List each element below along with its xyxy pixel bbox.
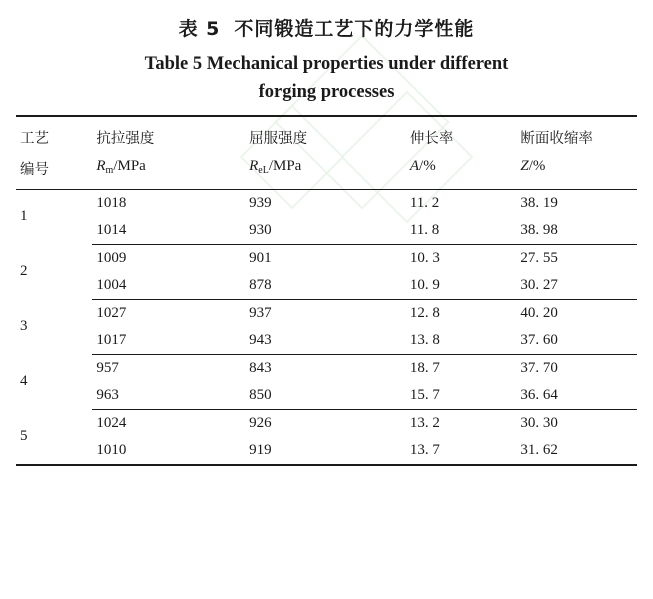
column-header-process-line2: 编号 — [20, 161, 49, 178]
table-caption-chinese — [16, 14, 637, 41]
cell-elongation: 11. 8 — [406, 217, 517, 245]
cell-tensile-strength: 1014 — [92, 217, 245, 245]
table-row — [16, 327, 637, 355]
cell-elongation: 18. 7 — [409, 359, 440, 376]
table-row — [16, 244, 637, 272]
cell-tensile-strength: 957 — [96, 359, 119, 376]
symbol-unit: /% — [528, 157, 546, 174]
table-row — [16, 299, 637, 327]
table-row — [16, 189, 637, 217]
cell-elongation: 15. 7 — [406, 382, 517, 410]
column-header-tensile-strength: 抗拉强度 — [96, 130, 155, 147]
symbol-main: R — [96, 157, 106, 174]
cell-elongation: 13. 8 — [406, 327, 517, 355]
cell-tensile-strength: 1010 — [96, 441, 127, 458]
cell-process-id: 4 — [20, 373, 28, 389]
cell-tensile-strength: 1018 — [96, 194, 127, 211]
cell-yield-strength: 878 — [245, 272, 406, 300]
cell-tensile-strength: 1027 — [96, 304, 127, 321]
cell-reduction-of-area: 30. 27 — [516, 272, 637, 300]
symbol-sub: m — [105, 164, 114, 176]
symbol-unit: /MPa — [113, 157, 146, 174]
symbol-unit: /MPa — [268, 157, 302, 174]
column-header-yield-strength: 屈服强度 — [249, 130, 308, 147]
cell-yield-strength: 843 — [249, 359, 272, 376]
cell-tensile-strength: 1024 — [96, 414, 127, 431]
cell-yield-strength: 901 — [249, 249, 272, 266]
cell-elongation: 13. 7 — [409, 441, 440, 458]
column-header-elongation: 伸长率 — [409, 130, 454, 147]
mechanical-properties-table — [16, 115, 637, 466]
cell-yield-strength: 939 — [249, 194, 272, 211]
cell-reduction-of-area: 37. 70 — [520, 359, 558, 376]
cell-reduction-of-area: 38. 98 — [516, 217, 637, 245]
cell-elongation: 11. 2 — [409, 194, 440, 211]
cell-reduction-of-area: 37. 60 — [516, 327, 637, 355]
table-body — [16, 189, 637, 465]
cell-process-id: 1 — [20, 208, 28, 225]
cell-yield-strength: 943 — [245, 327, 406, 355]
cell-process-id: 3 — [20, 318, 28, 334]
table-caption-english-line2: forging processes — [258, 81, 395, 102]
table-header-row-symbols — [16, 152, 637, 190]
cell-process-id: 5 — [20, 427, 28, 444]
cell-reduction-of-area: 31. 62 — [520, 441, 558, 458]
table-caption-chinese-text: 不同锻造工艺下的力学性能 — [234, 18, 475, 40]
column-header-reduction-of-area: 断面收缩率 — [520, 130, 593, 147]
cell-reduction-of-area: 40. 20 — [520, 304, 558, 321]
table-caption-english — [16, 51, 637, 107]
table-row — [16, 217, 637, 245]
table-caption-english-line1: Table 5 Mechanical properties under different — [144, 54, 509, 74]
table-row — [16, 437, 637, 465]
column-symbol-yield-strength — [245, 152, 406, 190]
cell-elongation: 12. 8 — [409, 304, 440, 321]
cell-process-id: 2 — [20, 263, 28, 279]
cell-reduction-of-area: 36. 64 — [516, 382, 637, 410]
cell-yield-strength: 937 — [249, 304, 272, 321]
column-symbol-reduction-of-area — [516, 152, 637, 190]
column-symbol-elongation — [406, 152, 517, 190]
symbol-main: Z — [520, 157, 529, 174]
cell-tensile-strength: 1004 — [92, 272, 245, 300]
cell-reduction-of-area: 30. 30 — [520, 414, 558, 431]
table-header — [16, 116, 637, 190]
cell-elongation: 10. 9 — [406, 272, 517, 300]
cell-elongation: 13. 2 — [409, 414, 440, 431]
symbol-unit: /% — [419, 157, 436, 174]
symbol-sub: eL — [258, 164, 269, 176]
table-caption-chinese-label: 表 5 — [178, 18, 221, 40]
table-row — [16, 272, 637, 300]
cell-elongation: 10. 3 — [409, 249, 440, 266]
symbol-main: A — [409, 157, 420, 174]
table-row — [16, 409, 637, 437]
column-symbol-tensile-strength — [92, 152, 245, 190]
cell-yield-strength: 930 — [245, 217, 406, 245]
cell-reduction-of-area: 27. 55 — [520, 249, 558, 266]
cell-reduction-of-area: 38. 19 — [520, 194, 558, 211]
symbol-main: R — [249, 157, 259, 174]
cell-tensile-strength: 1017 — [92, 327, 245, 355]
cell-yield-strength: 919 — [249, 441, 272, 458]
table-header-row-names — [16, 116, 637, 152]
cell-tensile-strength: 963 — [92, 382, 245, 410]
cell-yield-strength: 926 — [249, 414, 272, 431]
column-header-process-line1: 工艺 — [20, 130, 49, 147]
table-row — [16, 354, 637, 382]
cell-tensile-strength: 1009 — [96, 249, 127, 266]
table-row — [16, 382, 637, 410]
cell-yield-strength: 850 — [245, 382, 406, 410]
